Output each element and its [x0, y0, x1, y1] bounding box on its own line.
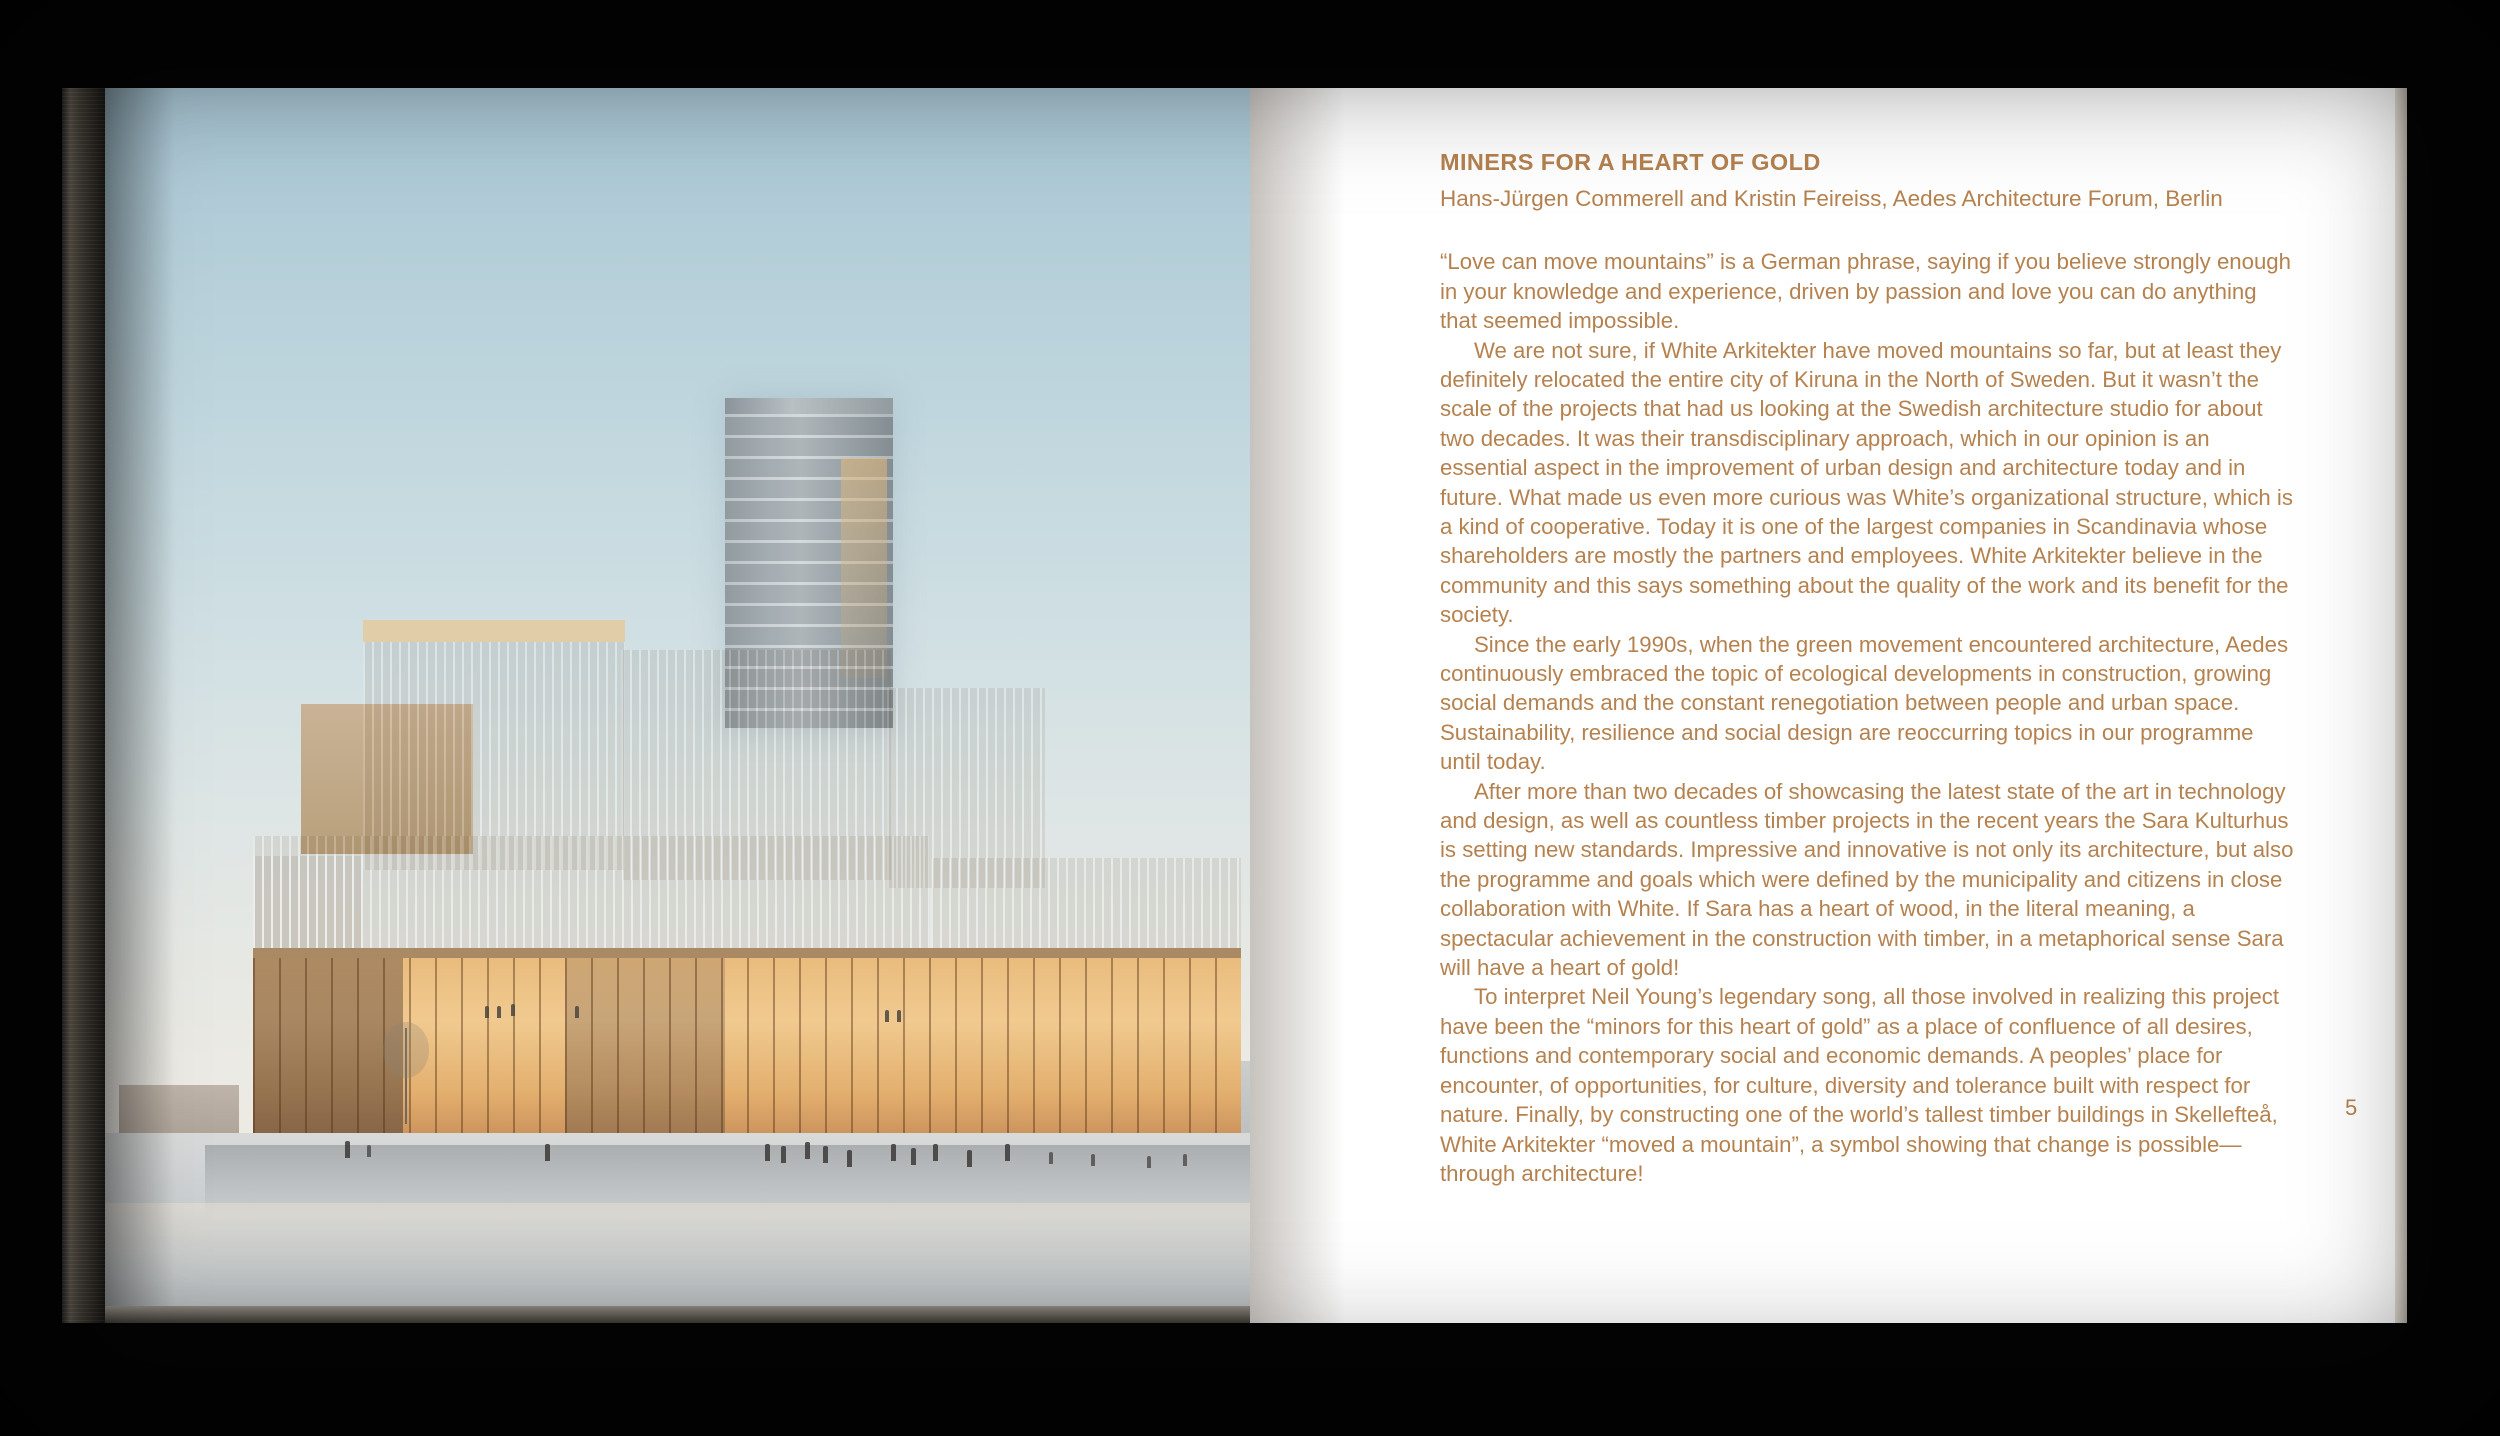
right-page-text: [1250, 88, 2405, 1323]
figure-silhouette: [1147, 1156, 1151, 1168]
right-page-outer-edge: [2395, 88, 2407, 1323]
figure-silhouette: [847, 1150, 852, 1167]
essay-text-column: [1440, 148, 2295, 1188]
book-page-edges: [62, 88, 108, 1323]
essay-paragraph: After more than two decades of showcasing the latest state of the art in technology and design, as well as countless timber projects in the recent years the Sara Kulturhus is setting new standards. Impressive and innovative is not only its architecture, but also the programme and goals which were defined by the municipality and citizens in close collaboration with White. If Sara has a heart of wood, in the literal meaning, a spectacular achievement in the construction with timber, in a metaphorical sense Sara will have a heart of gold!: [1440, 778, 2294, 981]
figure-silhouette: [967, 1150, 972, 1167]
essay-paragraph: Since the early 1990s, when the green movement encountered architecture, Aedes continuously embraced the topic of ecological developments in construction, growing social demands and the constant renegotiation between people and urban space. Sustainability, resilience and social design are reoccurring topics in our programme until today.: [1440, 631, 2289, 775]
figure-silhouette: [575, 1006, 579, 1018]
figure-silhouette: [511, 1004, 515, 1016]
figure-silhouette: [345, 1141, 350, 1158]
plaza-reflection: [105, 1203, 1250, 1323]
building-upper-parapet: [363, 620, 625, 642]
figure-silhouette: [765, 1144, 770, 1161]
essay-byline: Hans-Jürgen Commerell and Kristin Feireiss, Aedes Architecture Forum, Berlin: [1440, 186, 2223, 212]
page-number: 5: [2345, 1095, 2358, 1120]
plaza-tree: [405, 1028, 407, 1124]
figure-silhouette: [897, 1010, 901, 1022]
figure-silhouette: [1049, 1152, 1053, 1164]
distant-buildings-left: [119, 1085, 239, 1137]
essay-paragraph: To interpret Neil Young’s legendary song, all those involved in realizing this project have been the “minors for this heart of gold” as a place of confluence of all desires, functions and contemporary social and economic demands. A peoples’ place for encounter, of opportunities, for culture, diversity and tolerance built with respect for nature. Finally, by constructing one of the world’s tallest timber buildings in Skellefteå, White Arkitekter “moved a mountain”, a symbol showing that change is possible—through architecture!: [1440, 984, 2279, 1186]
figure-silhouette: [1005, 1144, 1010, 1161]
essay-headline: MINERS FOR A HEART OF GOLD: [1440, 149, 1821, 175]
figure-silhouette: [885, 1010, 889, 1022]
building-mass-upper: [363, 620, 625, 870]
figure-silhouette: [545, 1144, 550, 1161]
figure-silhouette: [911, 1148, 916, 1165]
essay-paragraph: We are not sure, if White Arkitekter have moved mountains so far, but at least they definitely relocated the entire city of Kiruna in the North of Sweden. But it wasn’t the scale of the projects that had us looking at the Swedish architecture studio for about two decades. It was their transdisciplinary approach, which in our opinion is an essential aspect in the improvement of urban design and architecture today and in future. What made us even more curious was White’s organizational structure, which is a kind of cooperative. Today it is one of the largest companies in Scandinavia whose shareholders are mostly the partners and employees. White Arkitekter believe in the community and this says something about the quality of the work and its benefit for the society.: [1440, 337, 2293, 628]
figure-silhouette: [933, 1144, 938, 1161]
figure-silhouette: [823, 1146, 828, 1163]
figure-silhouette: [1183, 1154, 1187, 1166]
figure-silhouette: [497, 1006, 501, 1018]
figure-silhouette: [805, 1142, 810, 1159]
figure-silhouette: [1091, 1154, 1095, 1166]
right-page-gutter-shadow: [1250, 88, 1345, 1323]
essay-paragraph: “Love can move mountains” is a German phrase, saying if you believe strongly enough in your knowledge and experience, driven by passion and love you can do anything that seemed impossible.: [1440, 249, 2291, 334]
tower-crown: [725, 398, 893, 414]
left-page-bottom-edge: [105, 1306, 1250, 1323]
figure-silhouette: [485, 1006, 489, 1018]
figure-silhouette: [367, 1145, 371, 1157]
left-page-image: [105, 88, 1250, 1323]
figure-silhouette: [891, 1144, 896, 1161]
figure-silhouette: [781, 1146, 786, 1163]
tower-lit-windows: [841, 458, 887, 678]
